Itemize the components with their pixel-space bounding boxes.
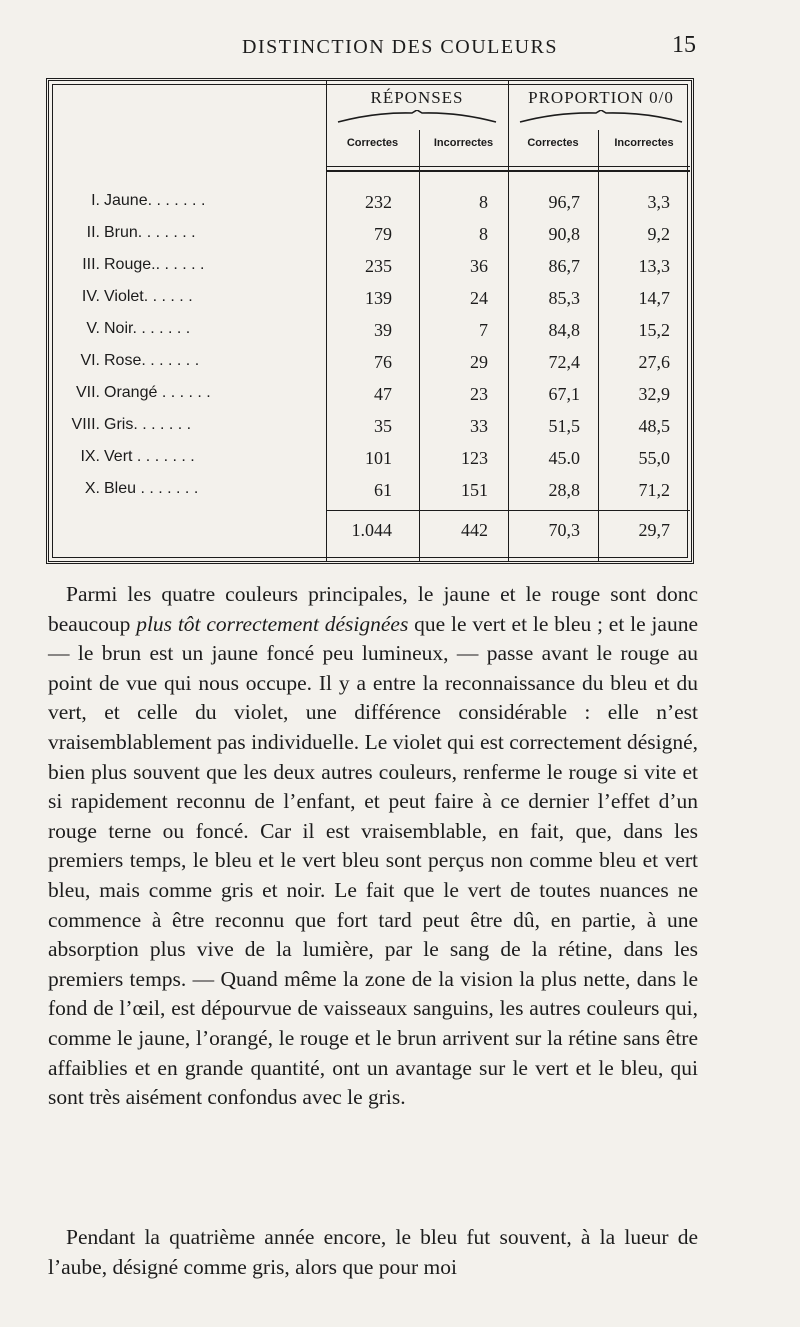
row-label	[58, 224, 328, 242]
table-row	[0, 320, 800, 349]
cell-incorrect: 8	[479, 224, 488, 244]
cell-correct: 47	[374, 384, 392, 404]
total-correct: 1.044	[351, 520, 392, 540]
page-number: 15	[672, 32, 696, 58]
color-name: Violet. . . . . .	[104, 288, 193, 305]
paragraph-2: Pendant la quatrième année encore, le bleu fut souvent, à la lueur de l’aube, désigné comme gris, alors que pour moi	[48, 1225, 698, 1279]
roman-numeral: IV.	[81, 288, 100, 305]
cell-incorrect: 151	[461, 480, 488, 500]
cell-pct-incorrect: 32,9	[638, 384, 670, 404]
header-responses: RÉPONSES	[370, 88, 464, 107]
cell-incorrect: 24	[470, 288, 488, 308]
cell-pct-correct: 45.0	[548, 448, 580, 468]
cell-correct: 232	[365, 192, 392, 212]
row-label	[58, 352, 328, 370]
roman-numeral: IX.	[80, 448, 100, 465]
subheader-correct: Correctes	[346, 137, 399, 149]
cell-incorrect: 123	[461, 448, 488, 468]
cell-pct-correct: 67,1	[548, 384, 580, 404]
color-name: Noir. . . . . . .	[104, 320, 191, 337]
cell-pct-correct: 90,8	[548, 224, 580, 244]
cell-pct-correct: 86,7	[548, 256, 580, 276]
header-proportion: PROPORTION 0/0	[528, 88, 674, 107]
color-name: Rouge.. . . . . .	[104, 256, 205, 273]
roman-numeral: III.	[82, 256, 100, 273]
color-name: Rose. . . . . . .	[104, 352, 200, 369]
cell-pct-incorrect: 3,3	[647, 192, 670, 212]
total-pct-correct: 70,3	[548, 520, 580, 540]
color-name: Bleu . . . . . . .	[104, 480, 199, 497]
roman-numeral: X.	[84, 480, 100, 497]
brace-proportion	[518, 110, 684, 124]
row-label	[58, 416, 328, 434]
cell-pct-incorrect: 14,7	[638, 288, 670, 308]
table-row	[0, 224, 800, 253]
table-header-rule-bold	[326, 170, 690, 172]
row-label	[58, 288, 328, 306]
color-name: Brun. . . . . . .	[104, 224, 196, 241]
table-row	[0, 352, 800, 381]
roman-numeral: VII.	[75, 384, 100, 401]
color-name: Gris. . . . . . .	[104, 416, 192, 433]
cell-pct-incorrect: 48,5	[638, 416, 670, 436]
cell-pct-correct: 72,4	[548, 352, 580, 372]
table-row	[0, 384, 800, 413]
cell-correct: 139	[365, 288, 392, 308]
total-pct-incorrect: 29,7	[638, 520, 670, 540]
cell-pct-correct: 51,5	[548, 416, 580, 436]
cell-pct-incorrect: 55,0	[638, 448, 670, 468]
roman-numeral: VIII.	[71, 416, 100, 433]
cell-pct-correct: 84,8	[548, 320, 580, 340]
cell-correct: 101	[365, 448, 392, 468]
cell-incorrect: 8	[479, 192, 488, 212]
cell-correct: 61	[374, 480, 392, 500]
row-label	[58, 480, 328, 498]
cell-pct-incorrect: 15,2	[638, 320, 670, 340]
table-row	[0, 416, 800, 445]
cell-pct-correct: 85,3	[548, 288, 580, 308]
cell-pct-correct: 28,8	[548, 480, 580, 500]
roman-numeral: V.	[86, 320, 100, 337]
paragraph-1-rest: que le vert et le bleu ; et le jaune — le brun est un jaune foncé peu lumineux, — passe avant le rouge au point de vue qui nous occupe. Il y a entre la reconnaissance du bleu et du vert, et celle du violet, une différence considérable : elle n’est vraisemblablement pas individuelle. Le violet qui est correctement désigné, bien plus souvent que les deux autres couleurs, renferme le rouge si vite et si rapidement reconnu de l’enfant, et peut faire à ce dernier l’effet d’un rouge terne ou foncé. Car il est vraisemblable, en fait, que, dans les premiers temps, le bleu et le vert bleu sont perçus non comme bleu et vert bleu, mais comme gris et noir. Le fait que le vert de toutes nuances ne commence à être reconnu que fort tard peut être dû, en partie, à une absorption plus vive de la lumière, par le sang de la rétine, dans les premiers temps. — Quand même la zone de la vision la plus nette, dans le fond de l’œil, est dépourvue de vaisseaux sanguins, les autres couleurs qui, comme le jaune, l’orangé, le rouge et le brun arrivent sur la rétine sans être affaiblies et en grande quantité, ont un avantage sur le vert et le bleu, qui sont très aisément confondus avec le gris.	[48, 611, 698, 1110]
cell-correct: 235	[365, 256, 392, 276]
cell-correct: 35	[374, 416, 392, 436]
table-row	[0, 288, 800, 317]
cell-incorrect: 36	[470, 256, 488, 276]
table-row	[0, 256, 800, 285]
roman-numeral: II.	[86, 224, 100, 241]
paragraph-1	[48, 580, 698, 1113]
cell-pct-incorrect: 9,2	[647, 224, 670, 244]
color-name: Orangé . . . . . .	[104, 384, 211, 401]
table-header-rule	[326, 166, 690, 167]
cell-correct: 79	[374, 224, 392, 244]
running-title: DISTINCTION DES COULEURS	[242, 36, 558, 58]
row-label	[58, 320, 328, 338]
cell-correct: 39	[374, 320, 392, 340]
cell-correct: 76	[374, 352, 392, 372]
subheader-pct-correct: Correctes	[527, 137, 579, 149]
cell-pct-incorrect: 13,3	[638, 256, 670, 276]
paragraph-1-emphasis: plus tôt correctement désignées	[136, 611, 409, 636]
cell-incorrect: 7	[479, 320, 488, 340]
table-total-row	[0, 520, 800, 549]
cell-pct-incorrect: 71,2	[638, 480, 670, 500]
subheader-pct-incorrect: Incorrectes	[614, 137, 674, 149]
running-header	[0, 34, 800, 64]
cell-incorrect: 23	[470, 384, 488, 404]
row-label	[58, 384, 328, 402]
roman-numeral: I.	[91, 192, 100, 209]
row-label	[58, 256, 328, 274]
color-name: Jaune. . . . . . .	[104, 192, 206, 209]
roman-numeral: VI.	[80, 352, 100, 369]
table-row	[0, 192, 800, 221]
table-total-rule	[326, 510, 690, 511]
paragraph-1-start: Parmi les quatre couleurs principales, le jaune et le rouge sont donc beaucoup	[48, 582, 698, 636]
cell-incorrect: 29	[470, 352, 488, 372]
row-label	[58, 192, 328, 210]
color-name: Vert . . . . . . .	[104, 448, 195, 465]
table-row	[0, 448, 800, 477]
cell-pct-correct: 96,7	[548, 192, 580, 212]
subheader-incorrect: Incorrectes	[433, 137, 494, 149]
row-label	[58, 448, 328, 466]
cell-incorrect: 33	[470, 416, 488, 436]
brace-responses	[336, 110, 498, 124]
cell-pct-incorrect: 27,6	[638, 352, 670, 372]
total-incorrect: 442	[461, 520, 488, 540]
table-row	[0, 480, 800, 509]
